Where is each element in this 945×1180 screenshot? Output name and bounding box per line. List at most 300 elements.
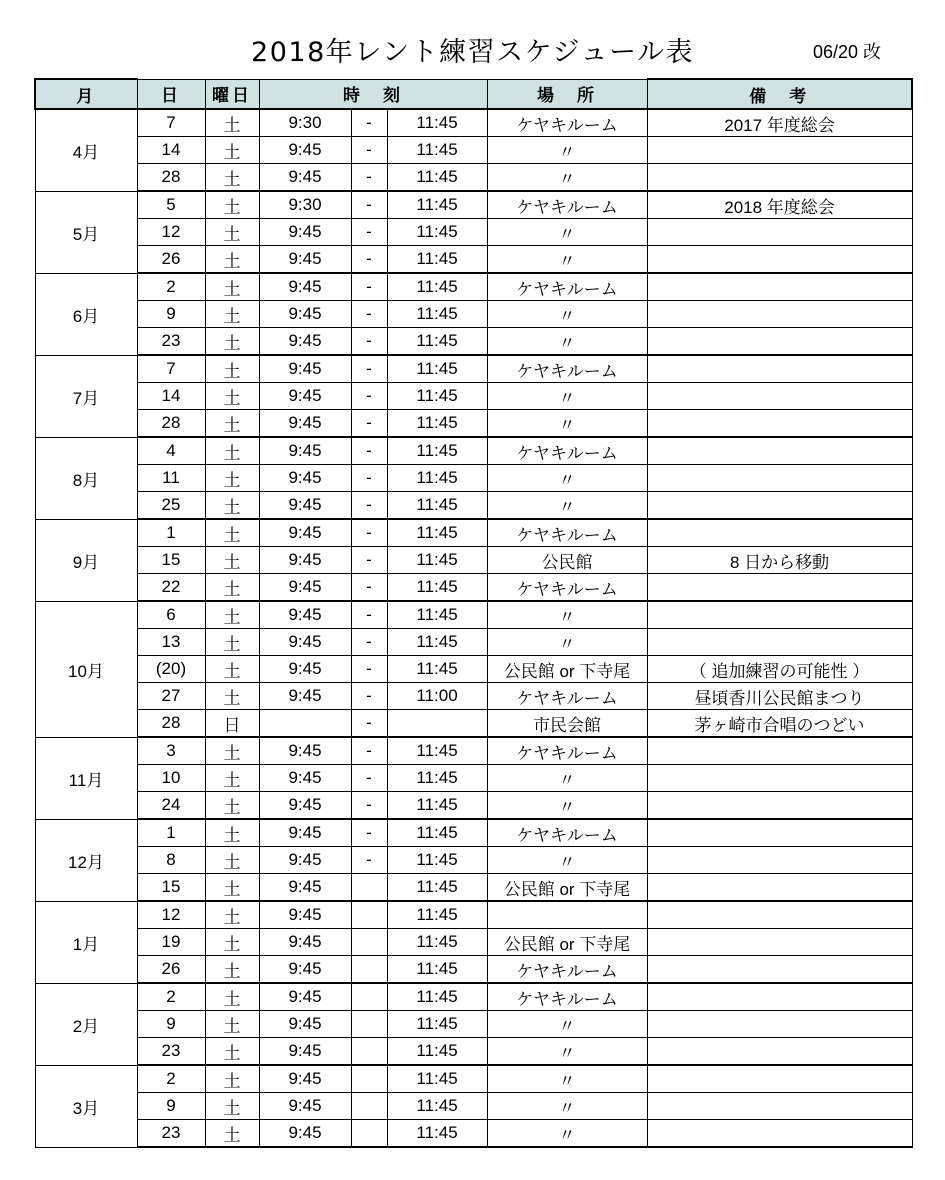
- time-end-cell: 11:45: [387, 929, 487, 956]
- month-cell: 2月: [35, 983, 137, 1065]
- table-row: [35, 983, 912, 1011]
- time-dash-cell: -: [351, 792, 387, 820]
- time-dash-cell: -: [351, 519, 387, 547]
- place-cell: 〃: [487, 219, 647, 246]
- time-dash-cell: -: [351, 737, 387, 765]
- time-start-cell: 9:45: [259, 629, 351, 656]
- place-cell: ケヤキルーム: [487, 273, 647, 301]
- time-end-cell: 11:45: [387, 1011, 487, 1038]
- time-dash-cell: [351, 901, 387, 929]
- time-start-cell: 9:45: [259, 519, 351, 547]
- dow-cell: 土: [205, 1011, 259, 1038]
- day-cell: 10: [137, 765, 205, 792]
- place-cell: ケヤキルーム: [487, 437, 647, 465]
- note-cell: 8 日から移動: [647, 547, 912, 574]
- note-cell: [647, 437, 912, 465]
- table-row: [35, 683, 912, 710]
- time-end-cell: 11:45: [387, 492, 487, 520]
- day-cell: 2: [137, 273, 205, 301]
- time-start-cell: 9:45: [259, 1120, 351, 1148]
- time-end-cell: 11:45: [387, 1093, 487, 1120]
- note-cell: [647, 1093, 912, 1120]
- time-dash-cell: -: [351, 656, 387, 683]
- place-cell: 〃: [487, 301, 647, 328]
- note-cell: （ 追加練習の可能性 ）: [647, 656, 912, 683]
- place-cell: 〃: [487, 1065, 647, 1093]
- table-row: [35, 1011, 912, 1038]
- time-end-cell: 11:45: [387, 1038, 487, 1066]
- dow-cell: 土: [205, 1093, 259, 1120]
- time-dash-cell: -: [351, 492, 387, 520]
- column-header-time: 時 刻: [259, 79, 487, 109]
- month-cell: 10月: [35, 601, 137, 737]
- place-cell: 〃: [487, 246, 647, 274]
- day-cell: 24: [137, 792, 205, 820]
- time-dash-cell: -: [351, 683, 387, 710]
- table-row: [35, 737, 912, 765]
- day-cell: 23: [137, 1038, 205, 1066]
- dow-cell: 土: [205, 792, 259, 820]
- time-start-cell: 9:45: [259, 765, 351, 792]
- table-row: [35, 629, 912, 656]
- place-cell: ケヤキルーム: [487, 819, 647, 847]
- day-cell: 26: [137, 246, 205, 274]
- month-cell: 1月: [35, 901, 137, 983]
- time-dash-cell: -: [351, 191, 387, 219]
- time-end-cell: 11:45: [387, 109, 487, 137]
- time-start-cell: 9:45: [259, 137, 351, 164]
- day-cell: 15: [137, 547, 205, 574]
- time-start-cell: 9:45: [259, 219, 351, 246]
- place-cell: 〃: [487, 492, 647, 520]
- time-start-cell: 9:45: [259, 983, 351, 1011]
- dow-cell: 土: [205, 137, 259, 164]
- time-dash-cell: -: [351, 164, 387, 192]
- time-start-cell: 9:45: [259, 574, 351, 602]
- place-cell: 〃: [487, 847, 647, 874]
- time-start-cell: 9:30: [259, 191, 351, 219]
- time-dash-cell: -: [351, 383, 387, 410]
- place-cell: 公民館: [487, 547, 647, 574]
- time-start-cell: 9:45: [259, 355, 351, 383]
- time-end-cell: 11:45: [387, 137, 487, 164]
- table-row: [35, 874, 912, 902]
- table-row: [35, 792, 912, 820]
- month-cell: 11月: [35, 737, 137, 819]
- time-dash-cell: -: [351, 819, 387, 847]
- day-cell: 12: [137, 901, 205, 929]
- place-cell: 〃: [487, 1093, 647, 1120]
- month-cell: 8月: [35, 437, 137, 519]
- time-start-cell: 9:45: [259, 328, 351, 356]
- table-row: [35, 219, 912, 246]
- time-dash-cell: -: [351, 328, 387, 356]
- place-cell: 〃: [487, 629, 647, 656]
- dow-cell: 土: [205, 246, 259, 274]
- place-cell: 〃: [487, 383, 647, 410]
- time-start-cell: 9:45: [259, 847, 351, 874]
- dow-cell: 土: [205, 410, 259, 438]
- column-header-dow: 曜日: [205, 79, 259, 109]
- time-start-cell: 9:45: [259, 683, 351, 710]
- dow-cell: 土: [205, 819, 259, 847]
- place-cell: [487, 901, 647, 929]
- time-dash-cell: -: [351, 273, 387, 301]
- note-cell: [647, 383, 912, 410]
- day-cell: 9: [137, 301, 205, 328]
- day-cell: 11: [137, 465, 205, 492]
- dow-cell: 土: [205, 901, 259, 929]
- place-cell: ケヤキルーム: [487, 983, 647, 1011]
- note-cell: [647, 328, 912, 356]
- day-cell: 23: [137, 1120, 205, 1148]
- note-cell: [647, 1065, 912, 1093]
- note-cell: [647, 410, 912, 438]
- column-header-place: 場 所: [487, 79, 647, 109]
- place-cell: 〃: [487, 137, 647, 164]
- dow-cell: 土: [205, 956, 259, 984]
- dow-cell: 土: [205, 737, 259, 765]
- place-cell: 公民館 or 下寺尾: [487, 874, 647, 902]
- table-row: [35, 492, 912, 520]
- time-start-cell: 9:45: [259, 901, 351, 929]
- place-cell: ケヤキルーム: [487, 683, 647, 710]
- table-row: [35, 437, 912, 465]
- place-cell: 〃: [487, 328, 647, 356]
- dow-cell: 土: [205, 629, 259, 656]
- time-start-cell: 9:45: [259, 656, 351, 683]
- time-dash-cell: -: [351, 574, 387, 602]
- time-start-cell: 9:45: [259, 819, 351, 847]
- time-start-cell: 9:45: [259, 547, 351, 574]
- day-cell: 22: [137, 574, 205, 602]
- day-cell: 13: [137, 629, 205, 656]
- time-dash-cell: [351, 1093, 387, 1120]
- day-cell: 6: [137, 601, 205, 629]
- time-end-cell: 11:45: [387, 246, 487, 274]
- time-end-cell: 11:45: [387, 219, 487, 246]
- schedule-table: [34, 78, 913, 1148]
- day-cell: 2: [137, 983, 205, 1011]
- table-row: [35, 1120, 912, 1148]
- dow-cell: 土: [205, 273, 259, 301]
- day-cell: 14: [137, 137, 205, 164]
- note-cell: [647, 819, 912, 847]
- note-cell: [647, 765, 912, 792]
- dow-cell: 日: [205, 710, 259, 738]
- time-dash-cell: -: [351, 109, 387, 137]
- note-cell: [647, 164, 912, 192]
- time-dash-cell: [351, 1065, 387, 1093]
- place-cell: 公民館 or 下寺尾: [487, 656, 647, 683]
- day-cell: 15: [137, 874, 205, 902]
- month-cell: 12月: [35, 819, 137, 901]
- day-cell: 12: [137, 219, 205, 246]
- dow-cell: 土: [205, 465, 259, 492]
- dow-cell: 土: [205, 574, 259, 602]
- time-end-cell: 11:45: [387, 765, 487, 792]
- day-cell: 9: [137, 1011, 205, 1038]
- table-row: [35, 547, 912, 574]
- day-cell: 4: [137, 437, 205, 465]
- note-cell: [647, 874, 912, 902]
- note-cell: [647, 1011, 912, 1038]
- place-cell: ケヤキルーム: [487, 956, 647, 984]
- time-end-cell: 11:45: [387, 1065, 487, 1093]
- column-header-day: 日: [137, 79, 205, 109]
- time-start-cell: 9:45: [259, 465, 351, 492]
- place-cell: 市民会館: [487, 710, 647, 738]
- day-cell: 14: [137, 383, 205, 410]
- time-dash-cell: [351, 874, 387, 902]
- time-start-cell: 9:45: [259, 1093, 351, 1120]
- document-header: [34, 24, 911, 68]
- time-end-cell: 11:45: [387, 465, 487, 492]
- note-cell: 茅ヶ崎市合唱のつどい: [647, 710, 912, 738]
- time-dash-cell: -: [351, 465, 387, 492]
- time-end-cell: 11:45: [387, 383, 487, 410]
- place-cell: ケヤキルーム: [487, 355, 647, 383]
- day-cell: 3: [137, 737, 205, 765]
- place-cell: 〃: [487, 1011, 647, 1038]
- time-end-cell: 11:45: [387, 1120, 487, 1148]
- dow-cell: 土: [205, 355, 259, 383]
- note-cell: [647, 273, 912, 301]
- time-end-cell: 11:45: [387, 273, 487, 301]
- note-cell: 昼頃香川公民館まつり: [647, 683, 912, 710]
- month-cell: 9月: [35, 519, 137, 601]
- dow-cell: 土: [205, 547, 259, 574]
- time-end-cell: 11:45: [387, 191, 487, 219]
- month-cell: 7月: [35, 355, 137, 437]
- time-end-cell: 11:45: [387, 601, 487, 629]
- time-dash-cell: [351, 1011, 387, 1038]
- time-dash-cell: -: [351, 246, 387, 274]
- place-cell: 〃: [487, 1038, 647, 1066]
- note-cell: [647, 629, 912, 656]
- dow-cell: 土: [205, 437, 259, 465]
- note-cell: [647, 792, 912, 820]
- time-end-cell: 11:00: [387, 683, 487, 710]
- column-header-note: 備 考: [647, 79, 912, 109]
- table-row: [35, 710, 912, 738]
- place-cell: 〃: [487, 792, 647, 820]
- day-cell: 26: [137, 956, 205, 984]
- note-cell: 2017 年度総会: [647, 109, 912, 137]
- table-row: [35, 137, 912, 164]
- time-start-cell: 9:45: [259, 437, 351, 465]
- table-row: [35, 847, 912, 874]
- time-dash-cell: -: [351, 601, 387, 629]
- time-dash-cell: -: [351, 301, 387, 328]
- day-cell: 7: [137, 109, 205, 137]
- table-row: [35, 164, 912, 192]
- place-cell: ケヤキルーム: [487, 737, 647, 765]
- note-cell: [647, 929, 912, 956]
- time-dash-cell: -: [351, 219, 387, 246]
- table-row: [35, 574, 912, 602]
- place-cell: 〃: [487, 1120, 647, 1148]
- note-cell: 2018 年度総会: [647, 191, 912, 219]
- dow-cell: 土: [205, 601, 259, 629]
- time-dash-cell: -: [351, 137, 387, 164]
- time-dash-cell: [351, 929, 387, 956]
- month-cell: 4月: [35, 109, 137, 191]
- note-cell: [647, 901, 912, 929]
- note-cell: [647, 847, 912, 874]
- note-cell: [647, 219, 912, 246]
- table-row: [35, 765, 912, 792]
- time-start-cell: 9:45: [259, 301, 351, 328]
- table-row: [35, 1038, 912, 1066]
- time-dash-cell: [351, 956, 387, 984]
- dow-cell: 土: [205, 164, 259, 192]
- time-end-cell: 11:45: [387, 301, 487, 328]
- dow-cell: 土: [205, 219, 259, 246]
- table-row: [35, 1065, 912, 1093]
- time-end-cell: 11:45: [387, 956, 487, 984]
- day-cell: 1: [137, 519, 205, 547]
- place-cell: ケヤキルーム: [487, 574, 647, 602]
- month-cell: 5月: [35, 191, 137, 273]
- dow-cell: 土: [205, 191, 259, 219]
- time-start-cell: 9:45: [259, 410, 351, 438]
- dow-cell: 土: [205, 765, 259, 792]
- note-cell: [647, 1038, 912, 1066]
- time-start-cell: 9:45: [259, 874, 351, 902]
- note-cell: [647, 301, 912, 328]
- time-end-cell: 11:45: [387, 874, 487, 902]
- day-cell: 28: [137, 410, 205, 438]
- time-start-cell: 9:45: [259, 929, 351, 956]
- day-cell: 9: [137, 1093, 205, 1120]
- table-row: [35, 1093, 912, 1120]
- table-body: [35, 109, 912, 1147]
- table-header-row: [35, 79, 912, 109]
- note-cell: [647, 983, 912, 1011]
- time-start-cell: 9:30: [259, 109, 351, 137]
- day-cell: 27: [137, 683, 205, 710]
- time-end-cell: 11:45: [387, 819, 487, 847]
- time-dash-cell: [351, 1120, 387, 1148]
- dow-cell: 土: [205, 874, 259, 902]
- dow-cell: 土: [205, 683, 259, 710]
- table-row: [35, 656, 912, 683]
- dow-cell: 土: [205, 929, 259, 956]
- table-row: [35, 410, 912, 438]
- time-dash-cell: -: [351, 547, 387, 574]
- place-cell: 〃: [487, 765, 647, 792]
- day-cell: 2: [137, 1065, 205, 1093]
- dow-cell: 土: [205, 328, 259, 356]
- note-cell: [647, 246, 912, 274]
- time-dash-cell: [351, 983, 387, 1011]
- time-end-cell: 11:45: [387, 792, 487, 820]
- time-start-cell: 9:45: [259, 1065, 351, 1093]
- time-end-cell: 11:45: [387, 847, 487, 874]
- note-cell: [647, 137, 912, 164]
- time-end-cell: 11:45: [387, 656, 487, 683]
- time-dash-cell: [351, 1038, 387, 1066]
- time-start-cell: 9:45: [259, 601, 351, 629]
- column-header-month: 月: [35, 79, 137, 109]
- day-cell: (20): [137, 656, 205, 683]
- place-cell: ケヤキルーム: [487, 519, 647, 547]
- page-title: 2018年レント練習スケジュール表: [251, 37, 694, 68]
- place-cell: 〃: [487, 465, 647, 492]
- time-end-cell: 11:45: [387, 355, 487, 383]
- time-end-cell: [387, 710, 487, 738]
- place-cell: ケヤキルーム: [487, 191, 647, 219]
- day-cell: 23: [137, 328, 205, 356]
- note-cell: [647, 355, 912, 383]
- dow-cell: 土: [205, 492, 259, 520]
- table-row: [35, 191, 912, 219]
- note-cell: [647, 601, 912, 629]
- time-start-cell: 9:45: [259, 1011, 351, 1038]
- time-start-cell: 9:45: [259, 164, 351, 192]
- time-start-cell: 9:45: [259, 737, 351, 765]
- table-row: [35, 328, 912, 356]
- table-row: [35, 601, 912, 629]
- day-cell: 28: [137, 710, 205, 738]
- day-cell: 19: [137, 929, 205, 956]
- day-cell: 5: [137, 191, 205, 219]
- note-cell: [647, 737, 912, 765]
- table-row: [35, 109, 912, 137]
- note-cell: [647, 1120, 912, 1148]
- dow-cell: 土: [205, 983, 259, 1011]
- place-cell: 〃: [487, 410, 647, 438]
- time-end-cell: 11:45: [387, 983, 487, 1011]
- time-start-cell: 9:45: [259, 792, 351, 820]
- day-cell: 1: [137, 819, 205, 847]
- note-cell: [647, 519, 912, 547]
- dow-cell: 土: [205, 109, 259, 137]
- place-cell: 公民館 or 下寺尾: [487, 929, 647, 956]
- dow-cell: 土: [205, 1065, 259, 1093]
- day-cell: 28: [137, 164, 205, 192]
- time-end-cell: 11:45: [387, 519, 487, 547]
- table-row: [35, 355, 912, 383]
- time-start-cell: 9:45: [259, 492, 351, 520]
- note-cell: [647, 956, 912, 984]
- table-row: [35, 819, 912, 847]
- dow-cell: 土: [205, 847, 259, 874]
- dow-cell: 土: [205, 1120, 259, 1148]
- table-row: [35, 273, 912, 301]
- time-end-cell: 11:45: [387, 629, 487, 656]
- table-row: [35, 246, 912, 274]
- note-cell: [647, 492, 912, 520]
- time-end-cell: 11:45: [387, 901, 487, 929]
- place-cell: 〃: [487, 164, 647, 192]
- month-cell: 3月: [35, 1065, 137, 1147]
- time-start-cell: 9:45: [259, 273, 351, 301]
- table-row: [35, 929, 912, 956]
- time-start-cell: 9:45: [259, 956, 351, 984]
- table-row: [35, 901, 912, 929]
- time-end-cell: 11:45: [387, 574, 487, 602]
- table-row: [35, 383, 912, 410]
- dow-cell: 土: [205, 656, 259, 683]
- month-cell: 6月: [35, 273, 137, 355]
- time-dash-cell: -: [351, 355, 387, 383]
- note-cell: [647, 465, 912, 492]
- day-cell: 8: [137, 847, 205, 874]
- time-dash-cell: -: [351, 629, 387, 656]
- time-start-cell: 9:45: [259, 1038, 351, 1066]
